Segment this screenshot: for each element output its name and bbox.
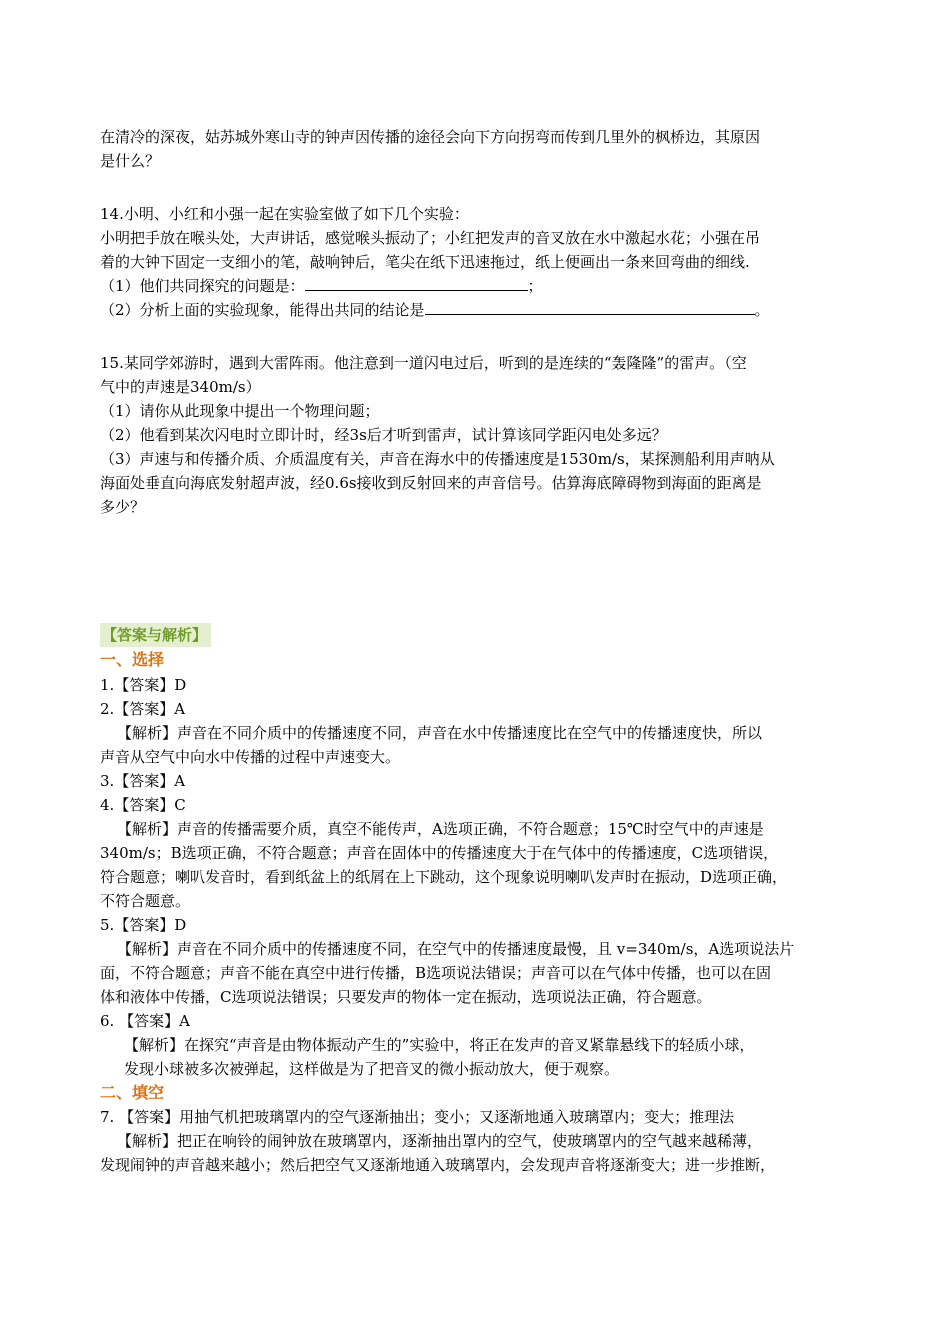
answer-4: 4.【答案】C	[100, 796, 186, 814]
q14-sub-1	[100, 274, 860, 298]
q13-line-1: 在清冷的深夜，姑苏城外寒山寺的钟声因传播的途径会向下方向拐弯而传到几里外的枫桥边，其原因	[100, 128, 761, 146]
answer-6-explanation-line-2: 发现小球被多次被弹起，这样做是为了把音叉的微小振动放大，便于观察。	[124, 1060, 620, 1078]
answer-4-explanation-line-3: 符合题意；喇叭发音时，看到纸盆上的纸屑在上下跳动，这个现象说明喇叭发声时在振动，D选项正确，	[100, 868, 788, 886]
answers-title: 【答案与解析】	[100, 623, 211, 647]
q15-sub-3-line-1: （3）声速与和传播介质、介质温度有关，声音在海水中的传播速度是1530m/s，某探测船利用声呐从	[100, 450, 775, 468]
answer-5-explanation-line-3: 体和液体中传播，C选项说法错误；只要发声的物体一定在振动，选项说法正确，符合题意。	[100, 988, 712, 1006]
answer-1: 1.【答案】D	[100, 676, 187, 694]
q15-sub-2: （2）他看到某次闪电时立即计时，经3s后才听到雷声，试计算该同学距闪电处多远？	[100, 426, 667, 444]
answer-6-explanation-line-1: 【解析】在探究“声音是由物体振动产生的”实验中，将正在发声的音叉紧靠悬线下的轻质小球，	[124, 1036, 755, 1054]
q15-line-1: 15.某同学郊游时，遇到大雷阵雨。他注意到一道闪电过后，听到的是连续的“轰隆隆”的雷声。（空	[100, 354, 747, 372]
q14-line-2: 着的大钟下固定一支细小的笔，敲响钟后，笔尖在纸下迅速拖过，纸上便画出一条来回弯曲的细线.	[100, 253, 750, 271]
q14-sub-1-answer-blank[interactable]	[305, 274, 528, 291]
q14-line-1: 小明把手放在喉头处，大声讲话，感觉喉头振动了；小红把发声的音叉放在水中激起水花；小强在吊	[100, 229, 761, 247]
q14-sub-1-text: （1）他们共同探究的问题是：	[100, 277, 305, 295]
section-fill-heading: 二、填空	[100, 1083, 165, 1102]
answer-7-explanation-line-2: 发现闹钟的声音越来越小；然后把空气又逐渐地通入玻璃罩内，会发现声音将逐渐变大；进一步推断，	[100, 1156, 776, 1174]
answer-4-explanation-line-4: 不符合题意。	[100, 892, 191, 910]
answer-5-explanation-line-2: 面，不符合题意；声音不能在真空中进行传播，B选项说法错误；声音可以在气体中传播，也可以在固	[100, 964, 772, 982]
answer-2-explanation-line-1: 【解析】声音在不同介质中的传播速度不同，声音在水中传播速度比在空气中的传播速度快，所以	[117, 724, 763, 742]
q14-sub-2-text: （2）分析上面的实验现象，能得出共同的结论是	[100, 301, 425, 319]
answer-5-explanation-line-1: 【解析】声音在不同介质中的传播速度不同，在空气中的传播速度最慢，且 v=340m/s，A选项说法片	[117, 940, 795, 958]
q15-sub-1: （1）请你从此现象中提出一个物理问题；	[100, 402, 380, 420]
answer-4-explanation-line-1: 【解析】声音的传播需要介质，真空不能传声，A选项正确，不符合题意；15℃时空气中的声速是	[117, 820, 764, 838]
answer-7: 7. 【答案】用抽气机把玻璃罩内的空气逐渐抽出；变小；又逐渐地通入玻璃罩内；变大；推理法	[100, 1108, 735, 1126]
answer-7-explanation-line-1: 【解析】把正在响铃的闹钟放在玻璃罩内，逐渐抽出罩内的空气，使玻璃罩内的空气越来越稀薄，	[117, 1132, 763, 1150]
q14-sub-2-answer-blank[interactable]	[425, 298, 755, 315]
q14-stem: 14.小明、小红和小强一起在实验室做了如下几个实验：	[100, 205, 469, 223]
q14-sub-2-end: 。	[754, 301, 770, 319]
q15-sub-3-line-3: 多少？	[100, 498, 146, 516]
answer-5: 5.【答案】D	[100, 916, 187, 934]
q15-sub-3-line-2: 海面处垂直向海底发射超声波，经0.6s接收到反射回来的声音信号。估算海底障碍物到海面的距离是	[100, 474, 762, 492]
answer-3: 3.【答案】A	[100, 772, 186, 790]
section-choice-heading: 一、选择	[100, 650, 165, 669]
answer-4-explanation-line-2: 340m/s；B选项正确，不符合题意；声音在固体中的传播速度大于在气体中的传播速度，C选项错误，	[100, 844, 779, 862]
q13-line-2: 是什么？	[100, 152, 161, 170]
q14-sub-2	[100, 298, 860, 322]
answer-2: 2.【答案】A	[100, 700, 186, 718]
answer-6: 6. 【答案】A	[100, 1012, 190, 1030]
q15-line-2: 气中的声速是340m/s）	[100, 378, 261, 396]
q14-sub-1-end: ；	[527, 277, 543, 295]
answer-2-explanation-line-2: 声音从空气中向水中传播的过程中声速变大。	[100, 748, 401, 766]
